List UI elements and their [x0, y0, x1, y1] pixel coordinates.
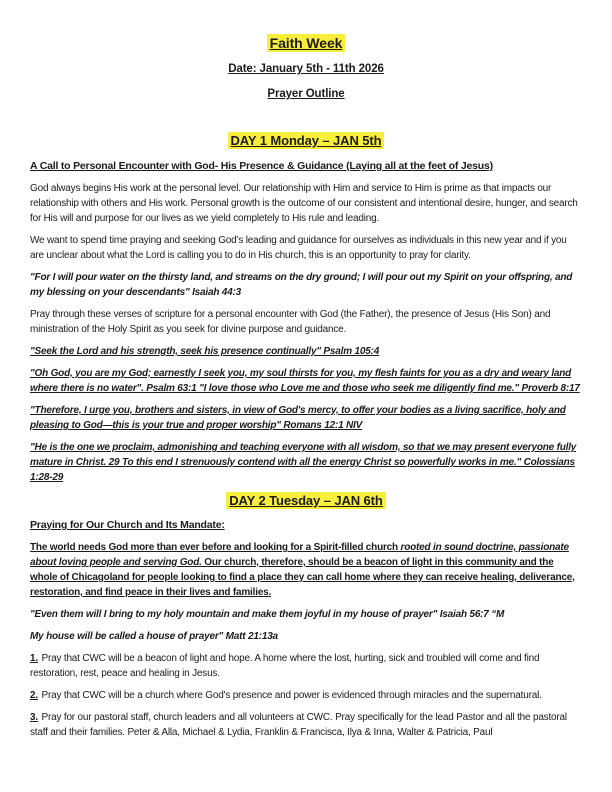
item-number: 1. [30, 653, 38, 664]
day1-paragraph-3: Pray through these verses of scripture for a personal encounter with God (the Father), the presence of Jesus (His Son) and ministration of the Holy Spirit as you seek for divine purpose and guidance. [30, 309, 551, 335]
scripture-quote-psalm-63: "Oh God, you are my God; earnestly I seek you, my soul thirsts for you, my flesh faints for you as a dry and weary land where there is no water". Psalm 63:1 "I love those who Love me and those who seek me diligently find me." Proverb 8:17 [30, 368, 580, 394]
subtitle-text: Prayer Outline [267, 88, 345, 100]
prayer-item-3 [30, 710, 582, 740]
prayer-item-1 [30, 651, 582, 681]
text-run: The world needs God more than ever before and looking for a Spirit-filled church [30, 542, 401, 553]
date-text: Date: January 5th - 11th 2026 [228, 63, 384, 75]
subtitle-line [30, 86, 582, 102]
day1-paragraph-1: God always begins His work at the personal level. Our relationship with Him and service to Him is prime as that impacts our relationship with others and His work. Personal growth is the outcome of our consistent and intentional desire, hunger, and search for His will and purpose for our lives as we yield completely to His rule and leading. [30, 183, 578, 224]
scripture-quote-romans-12: "Therefore, I urge you, brothers and sisters, in view of God's mercy, to offer your bodies as a living sacrifice, holy and pleasing to God—this is your true and proper worship" Romans 12:1 NIV [30, 405, 566, 431]
date-line [30, 61, 582, 77]
scripture-quote-matt-21: My house will be called a house of prayer" Matt 21:13a [30, 631, 278, 642]
text-run: rooted in sound doctrine, passionate about loving people and serving God. [30, 542, 569, 568]
day1-heading-line [30, 132, 582, 150]
document-title: Faith Week [267, 34, 346, 52]
item-text: Pray that CWC will be a beacon of light and hope. A home where the lost, hurting, sick and troubled will come and find restoration, rest, peace and healing in Jesus. [30, 653, 540, 679]
scripture-quote-colossians-1: "He is the one we proclaim, admonishing and teaching everyone with all wisdom, so that we may present everyone fully mature in Christ. 29 To this end I strenuously contend with all the energy Christ so powerfully works in me." Colossians 1:28-29 [30, 442, 577, 483]
day2-subheading: Praying for Our Church and Its Mandate: [30, 519, 225, 531]
text-run: Our church, therefore, should be a beacon of light in this community and the whole of Chicagoland for people looking to find a place they can call home where they can receive healing, deliverance, restoration, and find peace in their lives and families. [30, 557, 575, 598]
day2-mandate-paragraph [30, 540, 582, 600]
scripture-quote-psalm-105: "Seek the Lord and his strength, seek his presence continually" Psalm 105:4 [30, 346, 380, 357]
item-number: 3. [30, 712, 38, 723]
day1-subheading: A Call to Personal Encounter with God- His Presence & Guidance (Laying all at the feet of Jesus) [30, 160, 493, 172]
day1-paragraph-2: We want to spend time praying and seeking God’s leading and guidance for ourselves as individuals in this new year and if you are unclear about what the Lord is calling you to do in His church, this is an opportunity to pray for clarity. [30, 235, 567, 261]
day2-heading-line [30, 492, 582, 510]
prayer-item-2 [30, 688, 582, 703]
scripture-quote-isaiah-44: "For I will pour water on the thirsty land, and streams on the dry ground; I will pour out my Spirit on your offspring, and my blessing on your descendants" Isaiah 44:3 [30, 272, 573, 298]
day1-heading: DAY 1 Monday – JAN 5th [228, 132, 385, 149]
day2-heading: DAY 2 Tuesday – JAN 6th [226, 492, 386, 509]
item-text: Pray for our pastoral staff, church leaders and all volunteers at CWC. Pray specifically for the lead Pastor and all the pastoral staff and their families. Peter & Alla, Michael & Lydia, Franklin & Francisca, Ilya & Inna, Walter & Patricia, Paul [30, 712, 567, 738]
scripture-quote-isaiah-56: "Even them will I bring to my holy mountain and make them joyful in my house of prayer" Isaiah 56:7 “M [30, 609, 505, 620]
item-number: 2. [30, 690, 38, 701]
document-title-line [30, 34, 582, 52]
item-text: Pray that CWC will be a church where God's presence and power is evidenced through miracles and the supernatural. [38, 690, 542, 701]
